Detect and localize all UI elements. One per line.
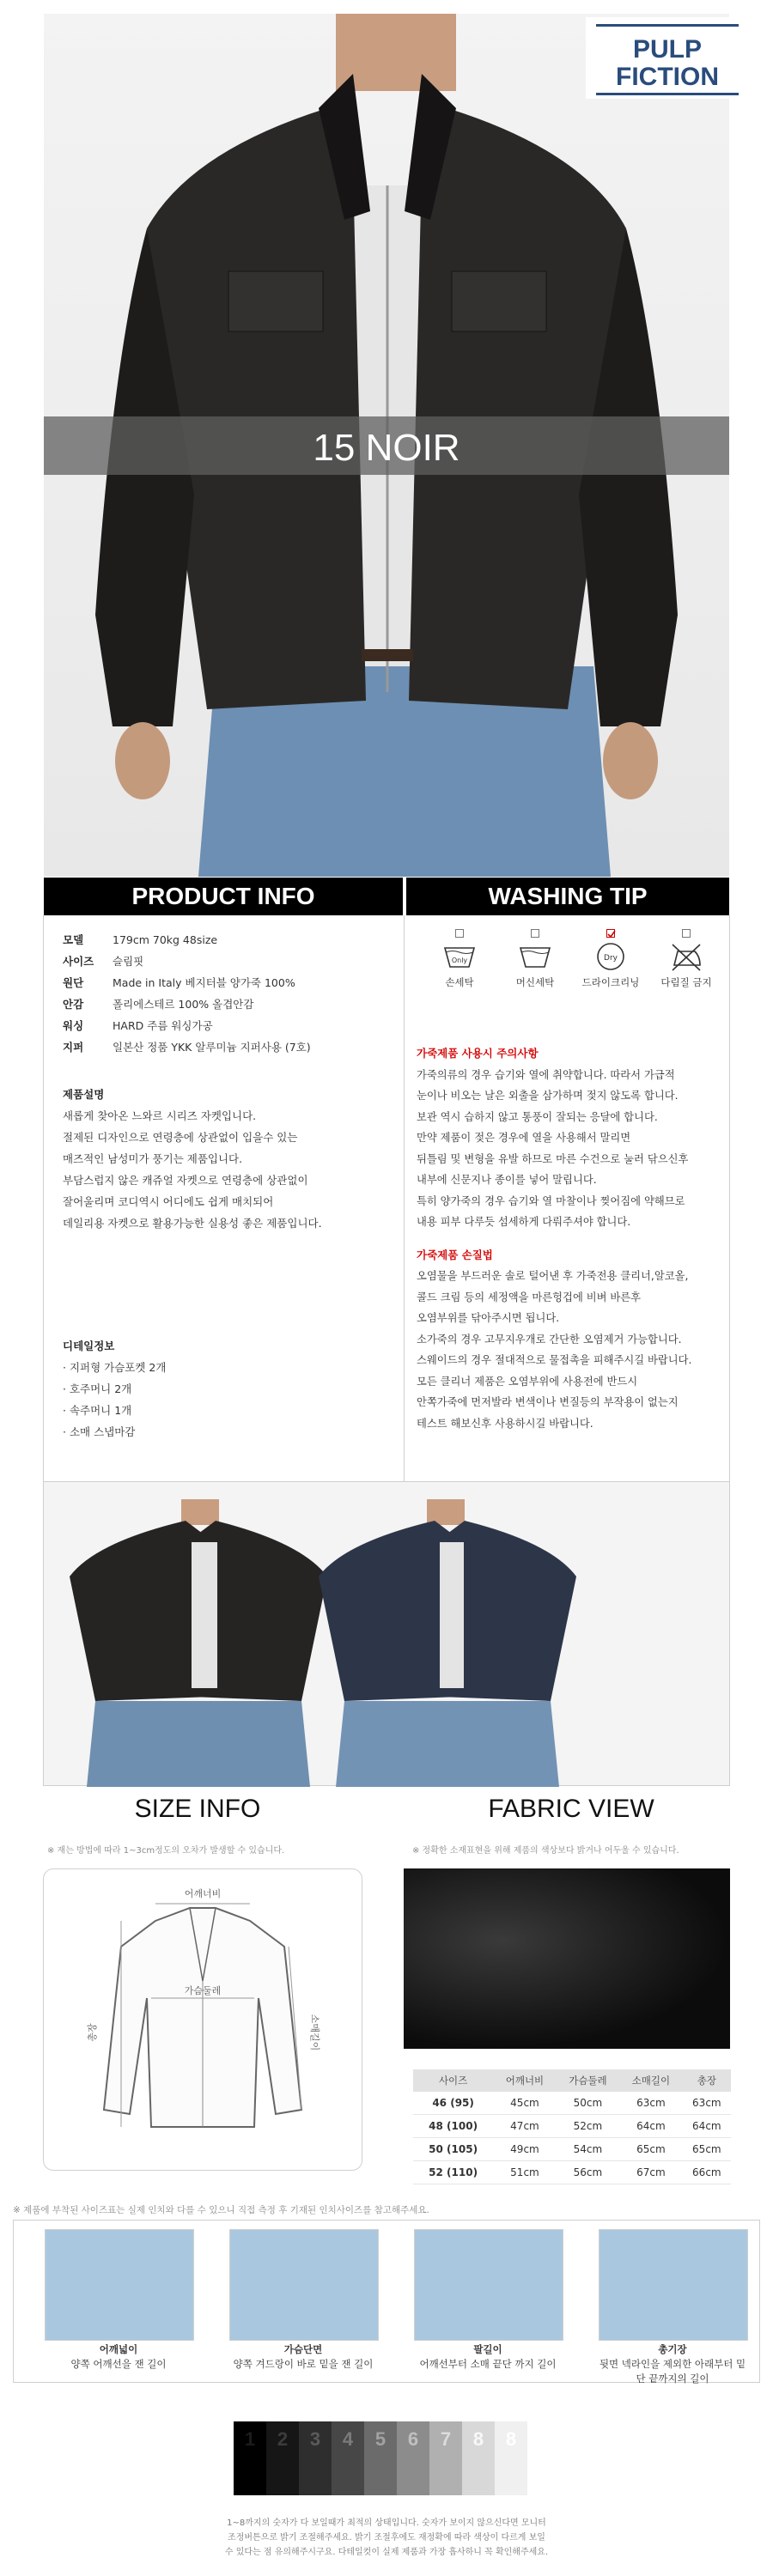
dry-clean-icon bbox=[581, 929, 641, 1006]
swatch-number: 8 bbox=[472, 2428, 484, 2450]
measure-title: 팔길이 bbox=[473, 2343, 502, 2355]
size-cell: 64cm bbox=[683, 2115, 731, 2138]
spec-value: Made in Italy 베지터블 양가죽 100% bbox=[113, 976, 295, 989]
table-row bbox=[413, 2115, 731, 2138]
swatch-number: 7 bbox=[440, 2428, 452, 2450]
dry-text: Dry bbox=[604, 954, 618, 963]
detail-item: · 호주머니 2개 bbox=[63, 1382, 132, 1395]
only-text: Only bbox=[451, 957, 468, 964]
measure-desc: 양쪽 어깨선을 잰 길이 bbox=[70, 2358, 167, 2370]
sleeve-label: 소매길이 bbox=[309, 2014, 320, 2051]
spec-label: 모델 bbox=[63, 933, 84, 946]
hand-wash-symbol bbox=[442, 941, 477, 972]
swatch-number: 5 bbox=[374, 2428, 386, 2450]
brightness-swatch bbox=[429, 2421, 462, 2495]
spec-value: 179cm 70kg 48size bbox=[113, 933, 218, 946]
description-line: 절제된 디자인으로 연령층에 상관없이 입을수 있는 bbox=[63, 1131, 298, 1144]
measure-desc: 어깨선부터 소매 끝단 까지 길이 bbox=[419, 2358, 557, 2370]
size-cell: 52cm bbox=[557, 2115, 619, 2138]
brand-line-2: FICTION bbox=[616, 63, 719, 91]
measure-photo-chest bbox=[229, 2229, 379, 2341]
shoulder-label: 어깨너비 bbox=[184, 1888, 222, 1899]
measure-label bbox=[414, 2342, 562, 2372]
care-line: 안쪽가죽에 먼저발라 변색이나 변질등의 부작용이 없는지 bbox=[417, 1396, 679, 1408]
care-line: 오염부위를 닦아주시면 됩니다. bbox=[417, 1312, 560, 1324]
brightness-swatch-selected bbox=[495, 2421, 527, 2495]
measure-note: ※ 제품에 부착된 사이즈표는 실제 인치와 다를 수 있으니 직접 측정 후 기재된 인치사이즈를 참고해주세요. bbox=[13, 2205, 429, 2215]
chest-label: 가슴둘레 bbox=[184, 1985, 222, 1996]
measure-title: 어깨넓이 bbox=[99, 2343, 138, 2355]
swatch-number: 1 bbox=[244, 2428, 256, 2450]
color-variants bbox=[43, 1481, 730, 1786]
description-line: 부담스럽지 않은 캐쥬얼 자켓으로 연령층에 상관없이 bbox=[63, 1174, 308, 1187]
care-line: 오염물을 부드러운 솔로 털어낸 후 가죽전용 클리너,알코올, bbox=[417, 1270, 689, 1282]
size-table bbox=[413, 2069, 731, 2184]
caution-section bbox=[417, 1043, 726, 1434]
measure-label bbox=[599, 2342, 746, 2386]
measure-photo-sleeve bbox=[414, 2229, 563, 2341]
care-line: 콜드 크림 등의 세정액을 마른헝겁에 비벼 바른후 bbox=[417, 1291, 642, 1303]
measure-label bbox=[45, 2342, 192, 2372]
size-table-header: 총장 bbox=[683, 2069, 731, 2092]
caution-title: 가죽제품 사용시 주의사항 bbox=[417, 1047, 539, 1060]
note-line: 수 있다는 점 유의해주시구요. 다테일컷이 실제 제품과 가장 흡사하니 꼭 확인해주세요. bbox=[224, 2548, 549, 2557]
size-table-header: 소매길이 bbox=[619, 2069, 682, 2092]
description-line: 잘어울리며 코디역시 어디에도 쉽게 매치되어 bbox=[63, 1195, 274, 1208]
brightness-swatch bbox=[299, 2421, 332, 2495]
measure-photo-shoulder bbox=[45, 2229, 194, 2341]
swatch-number: 3 bbox=[309, 2428, 321, 2450]
brightness-swatch bbox=[332, 2421, 364, 2495]
product-description bbox=[63, 1084, 402, 1234]
fabric-closeup-image bbox=[404, 1868, 730, 2049]
care-line: 소가죽의 경우 고무지우개로 간단한 오염제거 가능합니다. bbox=[417, 1333, 682, 1346]
size-cell: 48 (100) bbox=[413, 2115, 493, 2138]
description-line: 매즈적인 남성미가 풍기는 제품입니다. bbox=[63, 1152, 243, 1165]
brightness-swatch bbox=[266, 2421, 299, 2495]
checkbox-icon bbox=[682, 929, 691, 938]
caution-line: 내부에 신문지나 종이를 넣어 말립니다. bbox=[417, 1174, 597, 1186]
checked-box-icon bbox=[606, 929, 615, 938]
size-cell: 56cm bbox=[557, 2161, 619, 2184]
swatch-number: 4 bbox=[342, 2428, 354, 2450]
checkbox-icon bbox=[455, 929, 464, 938]
measure-desc: 양쪽 겨드랑이 바로 밑을 잰 길이 bbox=[233, 2358, 374, 2370]
caution-line: 만약 제품이 젖은 경우에 열을 사용해서 말리면 bbox=[417, 1132, 631, 1144]
note-line: 조정버튼으로 밝기 조절해주세요. 밝기 조절후에도 재정확에 따라 색상이 다르게 보일 bbox=[228, 2533, 545, 2543]
measure-title: 가슴단면 bbox=[283, 2343, 323, 2355]
size-cell: 49cm bbox=[493, 2138, 556, 2161]
size-cell: 65cm bbox=[683, 2138, 731, 2161]
size-cell: 47cm bbox=[493, 2115, 556, 2138]
brightness-swatch bbox=[397, 2421, 429, 2495]
spec-value: 슬림핏 bbox=[113, 955, 144, 968]
table-row bbox=[413, 2092, 731, 2115]
machine-wash-symbol bbox=[518, 941, 552, 972]
product-info-header: PRODUCT INFO bbox=[44, 878, 403, 915]
jacket-outline-diagram bbox=[44, 1869, 362, 2170]
caution-line: 뒤틀림 및 변형을 유발 하므로 마른 수건으로 눌러 닦으신후 bbox=[417, 1152, 689, 1165]
measure-title: 총기장 bbox=[658, 2343, 687, 2355]
caution-line: 내용 피부 다루듯 섬세하게 다뤄주셔야 합니다. bbox=[417, 1216, 631, 1228]
size-cell: 66cm bbox=[683, 2161, 731, 2184]
size-table-header: 가슴둘레 bbox=[557, 2069, 619, 2092]
size-cell: 52 (110) bbox=[413, 2161, 493, 2184]
spec-label: 사이즈 bbox=[63, 955, 94, 968]
caution-line: 눈이나 비오는 날은 외출을 삼가하며 젖지 않도록 합니다. bbox=[417, 1090, 679, 1102]
length-label: 총장 bbox=[87, 2023, 98, 2042]
fabric-view-title: FABRIC VIEW bbox=[488, 1795, 654, 1823]
hand-wash-icon bbox=[429, 929, 490, 1006]
spec-label: 워싱 bbox=[63, 1019, 84, 1032]
care-line: 스웨이드의 경우 절대적으로 물접촉을 피해주시길 바랍니다. bbox=[417, 1354, 692, 1366]
size-cell: 45cm bbox=[493, 2092, 556, 2115]
brightness-swatch bbox=[234, 2421, 266, 2495]
caution-line: 가죽의류의 경우 습기와 열에 취약합니다. 따라서 가급적 bbox=[417, 1068, 675, 1081]
size-cell: 67cm bbox=[619, 2161, 682, 2184]
wash-caption: 머신세탁 bbox=[515, 976, 555, 988]
measure-photo-length bbox=[599, 2229, 748, 2341]
size-cell: 63cm bbox=[619, 2092, 682, 2115]
size-cell: 50cm bbox=[557, 2092, 619, 2115]
size-cell: 64cm bbox=[619, 2115, 682, 2138]
size-cell: 63cm bbox=[683, 2092, 731, 2115]
spec-label: 원단 bbox=[63, 976, 84, 989]
note-line: 1~8까지의 숫자가 다 보일때가 최적의 상태입니다. 숫자가 보이지 않으신다면 모니터 bbox=[227, 2518, 546, 2528]
brand-line-1: PULP bbox=[632, 35, 702, 64]
size-cell: 46 (95) bbox=[413, 2092, 493, 2115]
size-info-title: SIZE INFO bbox=[134, 1795, 261, 1823]
size-table-header: 어깨너비 bbox=[493, 2069, 556, 2092]
fabric-view-note: ※ 정확한 소재표현을 위해 제품의 색상보다 밝거나 어두울 수 있습니다. bbox=[412, 1846, 679, 1856]
size-cell: 50 (105) bbox=[413, 2138, 493, 2161]
swatch-number: 2 bbox=[277, 2428, 289, 2450]
no-iron-symbol bbox=[669, 941, 703, 972]
caution-line: 보관 역시 습하지 않고 통풍이 잘되는 응달에 합니다. bbox=[417, 1110, 658, 1123]
wash-caption: 손세탁 bbox=[445, 976, 474, 988]
machine-wash-icon bbox=[505, 929, 565, 1006]
care-title: 가죽제품 손질법 bbox=[417, 1248, 493, 1261]
wash-caption: 드라이크리닝 bbox=[581, 976, 640, 988]
product-name-banner bbox=[44, 416, 729, 475]
care-line: 테스트 해보신후 사용하시길 바랍니다. bbox=[417, 1417, 593, 1430]
swatch-number: 6 bbox=[407, 2428, 419, 2450]
size-table-header: 사이즈 bbox=[413, 2069, 493, 2092]
spec-label: 지퍼 bbox=[63, 1041, 84, 1054]
wash-caption: 다림질 금지 bbox=[660, 976, 712, 988]
brightness-swatch bbox=[364, 2421, 397, 2495]
table-row bbox=[413, 2138, 731, 2161]
size-cell: 65cm bbox=[619, 2138, 682, 2161]
table-row bbox=[413, 2161, 731, 2184]
description-line: 새롭게 찾아온 느와르 시리즈 자켓입니다. bbox=[63, 1109, 257, 1122]
size-cell: 54cm bbox=[557, 2138, 619, 2161]
product-name: 15 NOIR bbox=[313, 427, 460, 469]
description-line: 데일리용 자켓으로 활용가능한 실용성 좋은 제품입니다. bbox=[63, 1217, 322, 1230]
caution-line: 특히 양가죽의 경우 습기와 열 마찰이나 찢어짐에 약해므로 bbox=[417, 1194, 685, 1207]
detail-info bbox=[63, 1335, 398, 1443]
no-iron-icon bbox=[656, 929, 716, 1006]
detail-title: 디테일정보 bbox=[63, 1340, 115, 1352]
spec-list bbox=[63, 929, 398, 1058]
brightness-note bbox=[103, 2516, 670, 2560]
detail-item: · 소매 스냅마감 bbox=[63, 1425, 136, 1438]
brand-logo bbox=[586, 17, 749, 99]
spec-label: 안감 bbox=[63, 998, 84, 1011]
spec-value: HARD 주름 워싱가공 bbox=[113, 1019, 213, 1032]
checkbox-icon bbox=[531, 929, 539, 938]
info-divider bbox=[404, 915, 405, 1486]
measure-desc: 뒷면 넥라인을 제외한 아래부터 밑단 끝까지의 길이 bbox=[599, 2358, 746, 2385]
dry-clean-symbol bbox=[593, 941, 628, 972]
measure-label bbox=[229, 2342, 377, 2372]
size-info-note: ※ 재는 방법에 따라 1~3cm정도의 오차가 발생할 수 있습니다. bbox=[47, 1846, 285, 1856]
size-diagram bbox=[43, 1868, 362, 2171]
size-cell: 51cm bbox=[493, 2161, 556, 2184]
spec-value: 일본산 정품 YKK 알루미늄 지퍼사용 (7호) bbox=[113, 1041, 311, 1054]
washing-tip-header: WASHING TIP bbox=[406, 878, 729, 915]
variant-photos bbox=[44, 1482, 731, 1787]
description-title: 제품설명 bbox=[63, 1088, 105, 1101]
brightness-swatch bbox=[462, 2421, 495, 2495]
spec-value: 폴리에스테르 100% 올겹안감 bbox=[113, 998, 254, 1011]
swatch-number: 8 bbox=[505, 2428, 517, 2450]
care-line: 모든 클리너 제품은 오염부위에 사용전에 반드시 bbox=[417, 1375, 638, 1388]
detail-item: · 속주머니 1개 bbox=[63, 1404, 132, 1417]
detail-item: · 지퍼형 가슴포켓 2개 bbox=[63, 1361, 167, 1374]
